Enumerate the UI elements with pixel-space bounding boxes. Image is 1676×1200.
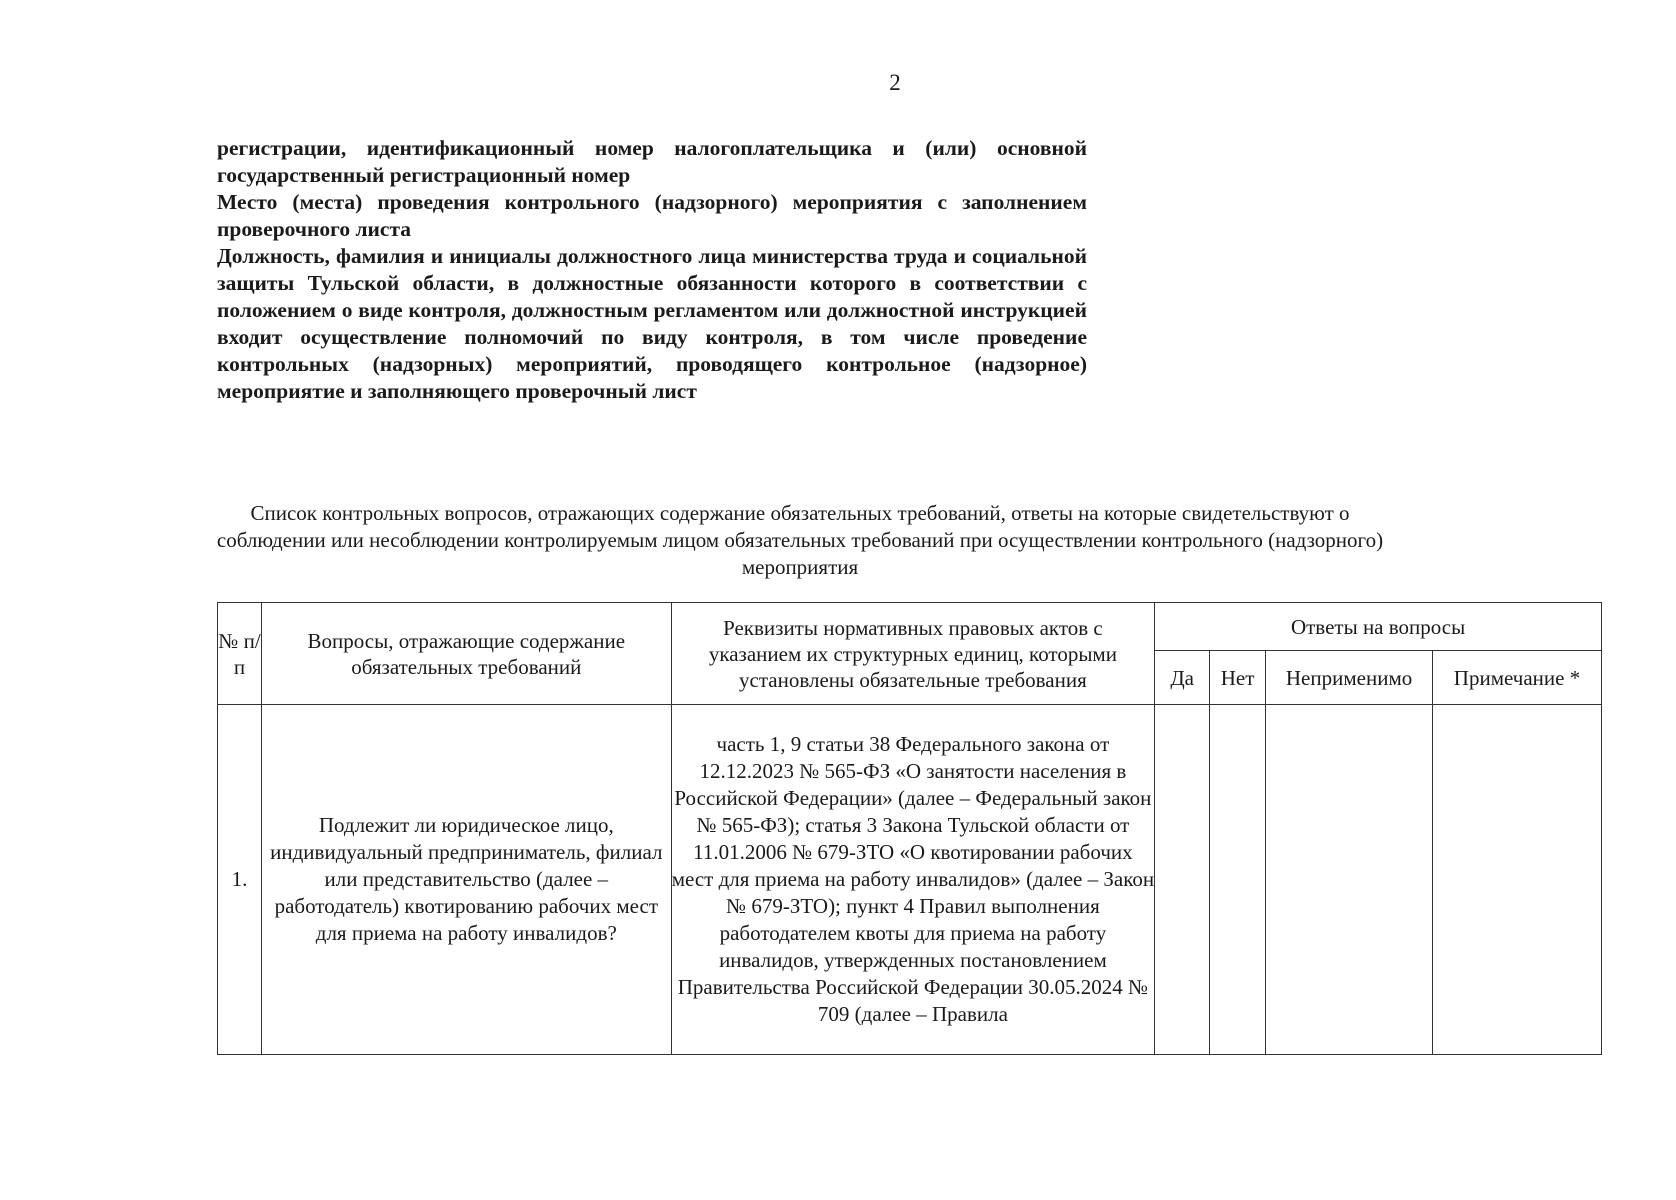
- official-position-line: Должность, фамилия и инициалы должностного лица министерства труда и социальной защиты Тульской области, в должностные обязанности которого в соответствии с положением о виде контроля, должностным регламентом или должностной инструкцией входит осуществление полномочий по виду контроля, в том числе проведение контрольных (надзорных) мероприятий, проводящего контрольное (надзорное) мероприятие и заполняющего проверочный лист: [217, 244, 1087, 403]
- header-not-applicable: Неприменимо: [1266, 651, 1433, 705]
- answer-not-applicable-cell[interactable]: [1266, 705, 1433, 1055]
- row-num: 1.: [218, 705, 262, 1055]
- header-requisites: Реквизиты нормативных правовых актов с указанием их структурных единиц, которыми установлены обязательные требования: [671, 603, 1155, 705]
- checklist-table: [217, 602, 1602, 1055]
- header-yes: Да: [1155, 651, 1210, 705]
- header-num: № п/п: [218, 603, 262, 705]
- registration-line: регистрации, идентификационный номер налогоплательщика и (или) основной государственный регистрационный номер: [217, 136, 1087, 187]
- answer-note-cell[interactable]: [1433, 705, 1602, 1055]
- header-answers: Ответы на вопросы: [1155, 603, 1602, 651]
- header-question: Вопросы, отражающие содержание обязательных требований: [261, 603, 671, 705]
- list-heading: Список контрольных вопросов, отражающих содержание обязательных требований, ответы на которые свидетельствуют о соблюдении или несоблюдении контролируемым лицом обязательных требований при осуществлении контрольного (надзорного) мероприятия: [216, 501, 1384, 579]
- table-row: [218, 705, 1602, 1055]
- answer-no-cell[interactable]: [1210, 705, 1266, 1055]
- page-number: 2: [889, 70, 901, 95]
- row-requisites: часть 1, 9 статьи 38 Федерального закона от 12.12.2023 № 565-ФЗ «О занятости населения в Российской Федерации» (далее – Федеральный закон № 565-ФЗ); статья 3 Закона Тульской области от 11.01.2006 № 679-ЗТО «О квотировании рабочих мест для приема на работу инвалидов» (далее – Закон № 679-ЗТО); пункт 4 Правил выполнения работодателем квоты для приема на работу инвалидов, утвержденных постановлением Правительства Российской Федерации 30.05.2024 № 709 (далее – Правила: [671, 705, 1155, 1055]
- row-question: Подлежит ли юридическое лицо, индивидуальный предприниматель, филиал или представительство (далее – работодатель) квотированию рабочих мест для приема на работу инвалидов?: [261, 705, 671, 1055]
- inspection-place-line: Место (места) проведения контрольного (надзорного) мероприятия с заполнением проверочного листа: [217, 190, 1087, 241]
- header-no: Нет: [1210, 651, 1266, 705]
- header-block: [217, 135, 1087, 405]
- header-note: Примечание *: [1433, 651, 1602, 705]
- answer-yes-cell[interactable]: [1155, 705, 1210, 1055]
